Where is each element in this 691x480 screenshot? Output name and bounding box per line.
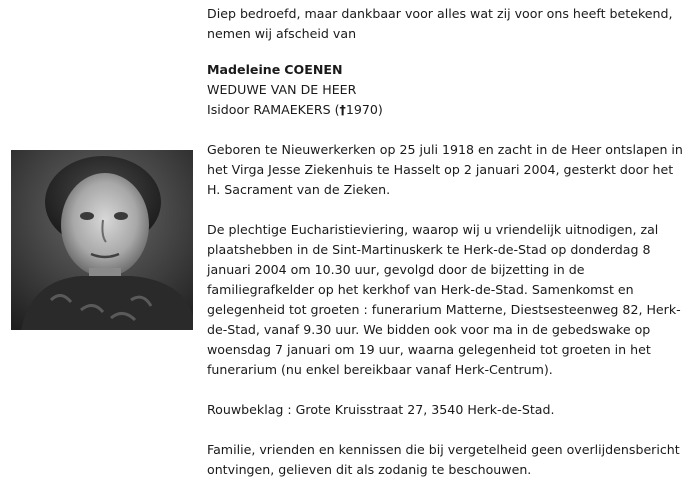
address-paragraph: Rouwbeklag : Grote Kruisstraat 27, 3540 Herk-de-Stad.	[207, 402, 555, 417]
portrait-illustration	[11, 150, 193, 330]
relation-line: WEDUWE VAN DE HEER	[207, 82, 357, 97]
notice-paragraph: Familie, vrienden en kennissen die bij vergetelheid geen overlijdensbericht ontvingen, gelieven dit als zodanig te beschouwen.	[207, 442, 680, 477]
cross-icon: †	[339, 102, 346, 117]
deceased-name	[207, 60, 685, 80]
spouse-name: Isidoor RAMAEKERS (	[207, 102, 340, 117]
spouse-death-year: 1970)	[345, 102, 383, 117]
obituary-text	[207, 4, 685, 480]
last-name: COENEN	[284, 62, 343, 77]
portrait-photo	[11, 150, 193, 330]
intro-text: Diep bedroefd, maar dankbaar voor alles wat zij voor ons heeft betekend, nemen wij afscheid van	[207, 6, 673, 41]
birth-death-paragraph: Geboren te Nieuwerkerken op 25 juli 1918 en zacht in de Heer ontslapen in het Virga Jesse Ziekenhuis te Hasselt op 2 januari 2004, gesterkt door het H. Sacrament van de Zieken.	[207, 142, 683, 197]
spouse-line	[207, 100, 685, 120]
ceremony-paragraph: De plechtige Eucharistieviering, waarop wij u vriendelijk uitnodigen, zal plaatshebben in de Sint-Martinuskerk te Herk-de-Stad op donderdag 8 januari 2004 om 10.30 uur, gevolgd door de bijzetting in de familiegrafkelder op het kerkhof van Herk-de-Stad. Samenkomst en gelegenheid tot groeten : funerarium Matterne, Diestsesteenweg 82, Herk-de-Stad, vanaf 9.30 uur. We bidden ook voor ma in de gebedswake op woensdag 7 januari om 19 uur, waarna gelegenheid tot groeten in het funerarium (nu enkel bereikbaar vanaf Herk-Centrum).	[207, 222, 681, 377]
first-name: Madeleine	[207, 62, 281, 77]
